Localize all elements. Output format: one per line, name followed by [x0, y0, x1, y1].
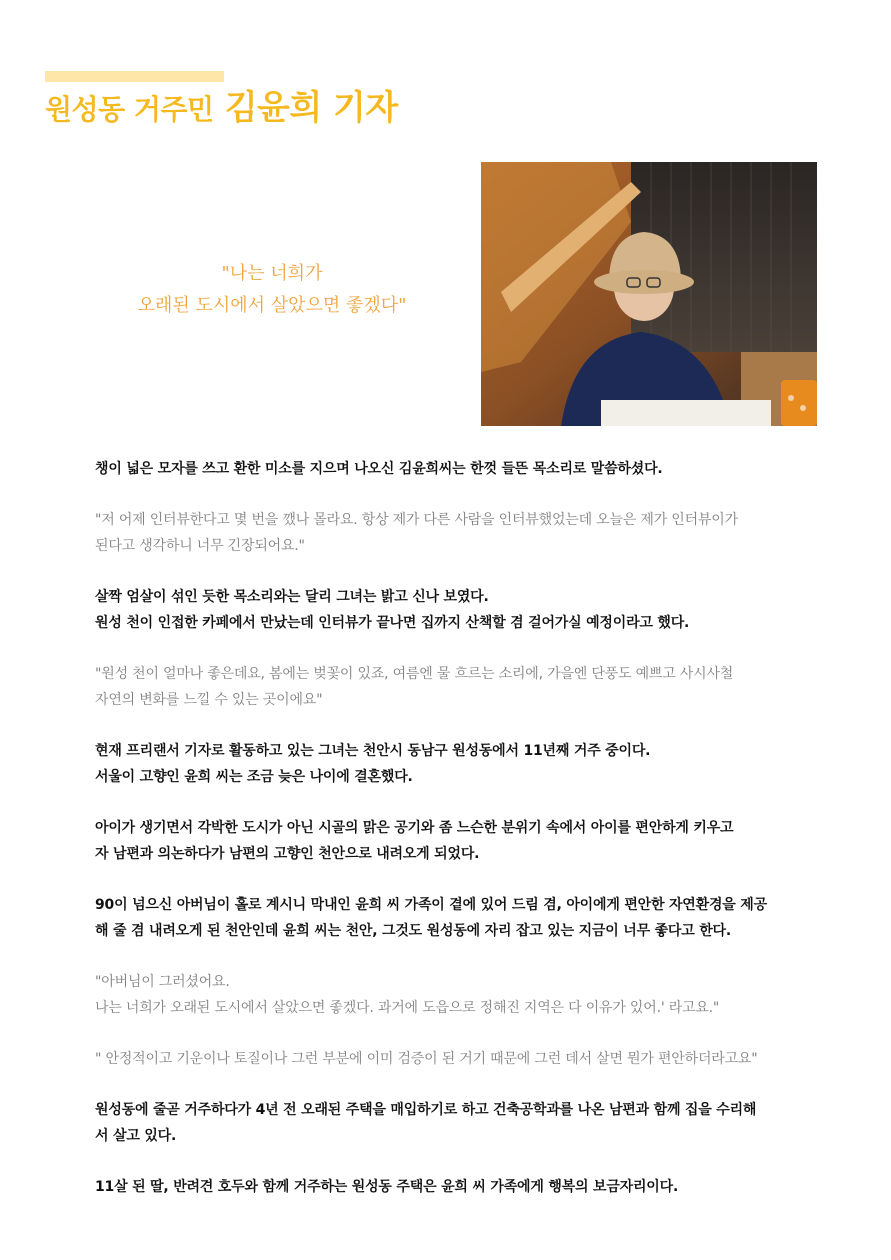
paragraph-line: 된다고 생각하니 너무 긴장되어요.": [95, 538, 305, 554]
paragraph-line: "원성 천이 얼마나 좋은데요, 봄에는 벚꽃이 있죠, 여름엔 물 흐르는 소리에, 가을엔 단풍도 예쁘고 사시사철: [95, 666, 734, 682]
quote-paragraph: [95, 661, 823, 713]
paragraph-line: 현재 프리랜서 기자로 활동하고 있는 그녀는 천안시 동남구 원성동에서 11년째 거주 중이다.: [95, 743, 651, 759]
pull-quote-line-1: "나는 너희가: [221, 263, 323, 284]
paragraph-line: " 안정적이고 기운이나 토질이나 그런 부분에 이미 검증이 된 거기 때문에 그런 데서 살면 뭔가 편안하더라고요": [95, 1051, 758, 1067]
pull-quote-line-2: 오래된 도시에서 살았으면 좋겠다": [137, 295, 407, 316]
paragraph-line: 서 살고 있다.: [95, 1128, 177, 1144]
paragraph-line: 원성동에 줄곧 거주하다가 4년 전 오래된 주택을 매입하기로 하고 건축공학과를 나온 남편과 함께 집을 수리해: [95, 1102, 757, 1118]
body-paragraph: [95, 892, 823, 944]
article-body: [95, 456, 823, 1225]
paragraph-line: 해 줄 겸 내려오게 된 천안인데 윤희 씨는 천안, 그것도 원성동에 자리 잡고 있는 지금이 너무 좋다고 한다.: [95, 923, 731, 939]
body-paragraph: [95, 456, 823, 482]
paragraph-line: 서울이 고향인 윤희 씨는 조금 늦은 나이에 결혼했다.: [95, 769, 413, 785]
paragraph-line: "아버님이 그러셨어요.: [95, 974, 230, 990]
paragraph-line: "저 어제 인터뷰한다고 몇 번을 깼나 몰라요. 항상 제가 다른 사람을 인터뷰했었는데 오늘은 제가 인터뷰이가: [95, 512, 738, 528]
body-paragraph: [95, 1097, 823, 1149]
pull-quote: [92, 258, 452, 322]
paragraph-line: 자 남편과 의논하다가 남편의 고향인 천안으로 내려오게 되었다.: [95, 846, 480, 862]
quote-paragraph: [95, 1046, 823, 1072]
page-title: [45, 83, 398, 135]
title-highlight-bar: [45, 71, 224, 82]
body-paragraph: [95, 815, 823, 867]
quote-paragraph: [95, 507, 823, 559]
body-paragraph: [95, 584, 823, 636]
paragraph-line: 자연의 변화를 느낄 수 있는 곳이에요": [95, 692, 323, 708]
quote-paragraph: [95, 969, 823, 1021]
paragraph-line: 챙이 넓은 모자를 쓰고 환한 미소를 지으며 나오신 김윤희씨는 한껏 들뜬 목소리로 말씀하셨다.: [95, 461, 663, 477]
body-paragraph: [95, 738, 823, 790]
paragraph-line: 90이 넘으신 아버님이 홀로 계시니 막내인 윤희 씨 가족이 곁에 있어 드림 겸, 아이에게 편안한 자연환경을 제공: [95, 897, 767, 913]
page-title-part1: 원성동 거주민: [45, 93, 214, 126]
paragraph-line: 11살 된 딸, 반려견 호두와 함께 거주하는 원성동 주택은 윤희 씨 가족에게 행복의 보금자리이다.: [95, 1179, 679, 1195]
body-paragraph: [95, 1174, 823, 1200]
paragraph-line: 나는 너희가 오래된 도시에서 살았으면 좋겠다. 과거에 도읍으로 정해진 지역은 다 이유가 있어.' 라고요.": [95, 1000, 720, 1016]
paragraph-line: 아이가 생기면서 각박한 도시가 아닌 시골의 맑은 공기와 좀 느슨한 분위기 속에서 아이를 편안하게 키우고: [95, 820, 734, 836]
page-title-part2: 김윤희 기자: [224, 88, 398, 128]
interviewee-photo: [481, 162, 817, 426]
paragraph-line: 살짝 엄살이 섞인 듯한 목소리와는 달리 그녀는 밝고 신나 보였다.: [95, 589, 489, 605]
paragraph-line: 원성 천이 인접한 카페에서 만났는데 인터뷰가 끝나면 집까지 산책할 겸 걸어가실 예정이라고 했다.: [95, 615, 690, 631]
photo-illustration: [481, 162, 817, 426]
